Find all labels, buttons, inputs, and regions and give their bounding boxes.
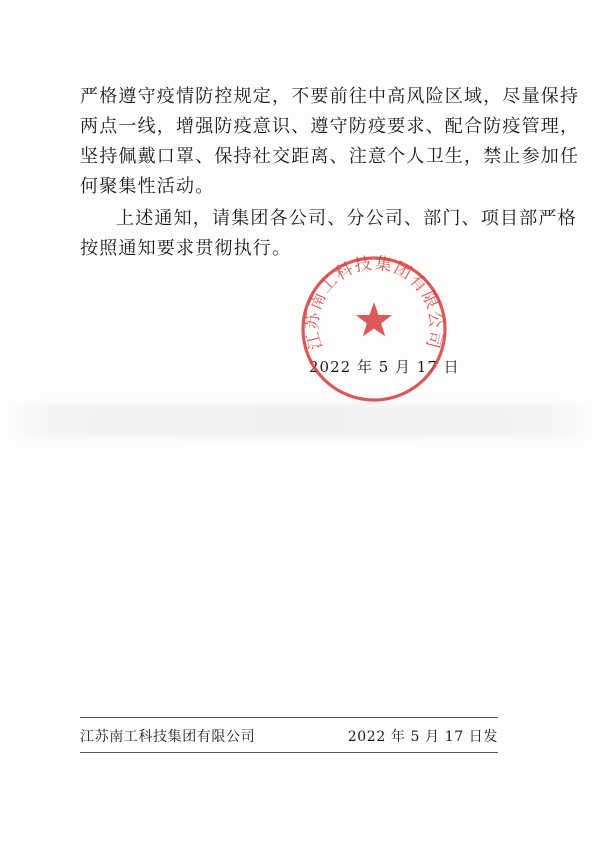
signature-date: 2022 年 5 月 17 日 (309, 358, 460, 376)
notice-body (80, 82, 580, 264)
footer-issue-date: 2022 年 5 月 17 日发 (347, 729, 498, 745)
svg-text:江苏南工科技集团有限公司: 江苏南工科技集团有限公司 (302, 253, 446, 352)
footer-issuer: 江苏南工科技集团有限公司 (80, 729, 256, 745)
body-line-3: 坚持佩戴口罩、保持社交距离、注意个人卫生，禁止参加任 (80, 146, 580, 167)
footer-rule-bottom (80, 752, 498, 753)
closing-line-2: 按照通知要求贯彻执行。 (80, 238, 292, 259)
body-line-4: 何聚集性活动。 (80, 176, 215, 197)
footer-rule-top (80, 717, 498, 718)
company-seal-icon (298, 253, 450, 405)
body-line-2: 两点一线，增强防疫意识、遵守防疫要求、配合防疫管理， (80, 116, 580, 137)
faded-text-band (8, 404, 592, 438)
closing-line-1: 上述通知，请集团各公司、分公司、部门、项目部严格 (116, 208, 577, 229)
body-line-1: 严格遵守疫情防控规定，不要前往中高风险区域，尽量保持 (80, 86, 580, 107)
